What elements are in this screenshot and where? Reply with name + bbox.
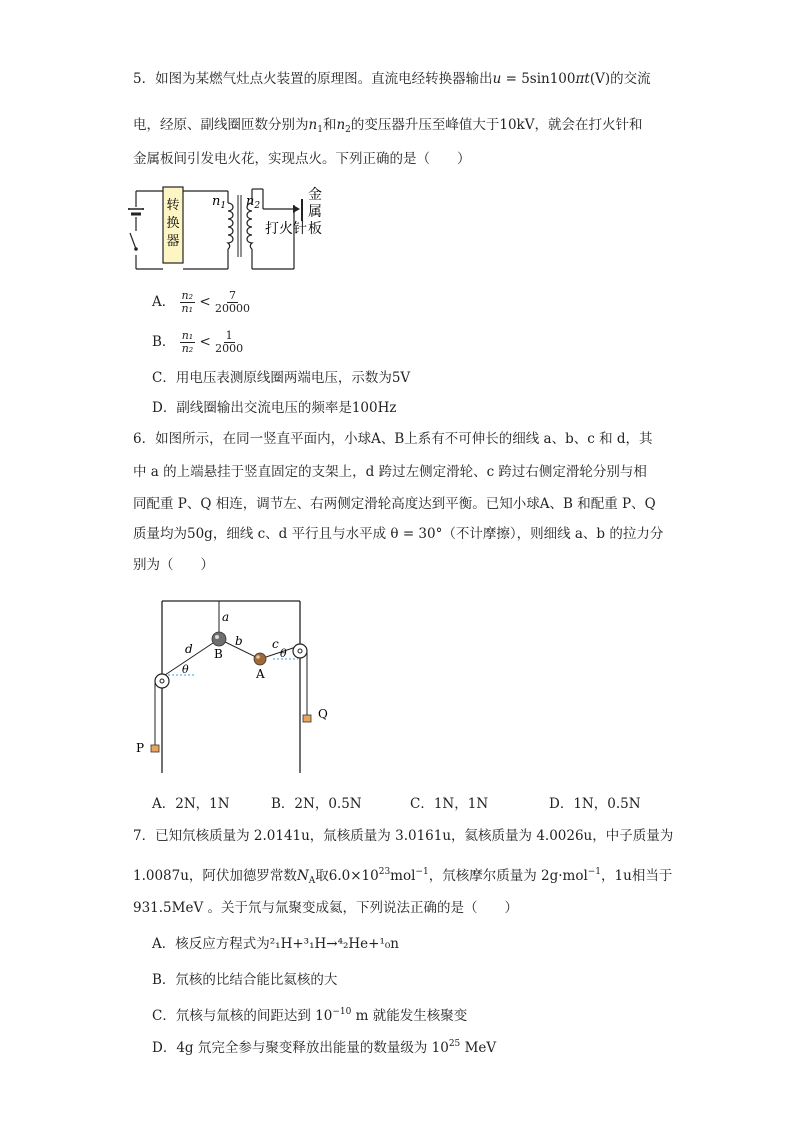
label-p: P <box>136 741 145 755</box>
igniter-needle-label: 打火针 <box>265 221 307 237</box>
plate-char-2: 属 <box>308 204 322 220</box>
right-pulley-icon <box>293 644 307 658</box>
switch-icon <box>130 231 140 255</box>
q6-line-3: 同配重 P、Q 相连，调节左、右两侧定滑轮高度达到平衡。已知小球A、B 和配重 P、Q <box>133 496 656 512</box>
left-pulley-icon <box>155 674 169 688</box>
pulley-diagram <box>130 595 340 780</box>
weight-q <box>303 715 311 722</box>
q7-option-d[interactable]: D．4g 氘完全参与聚变释放出能量的数量级为 $10^{25}$ MeV <box>152 1039 497 1056</box>
converter-char-3: 器 <box>166 234 180 249</box>
q6-line-1: 6．如图所示，在同一竖直平面内，小球A、B上系有不可伸长的细线 a、b、c 和 d，其 <box>133 431 653 447</box>
converter-char-1: 转 <box>166 198 180 213</box>
q6-line-4: 质量均为50g，细线 c、d 平行且与水平成 θ = 30°（不计摩擦），则细线 a、b 的拉力分 <box>133 526 664 542</box>
q5-option-a[interactable]: A． $\frac{\text{n₂}}{\text{n₁}}$ < $\frac{7}{20000}$ <box>152 289 250 315</box>
q6-line-5: 别为（ ） <box>133 557 214 573</box>
q5-option-d[interactable]: D．副线圈输出交流电压的频率是100Hz <box>152 400 397 416</box>
n2-label: $n_2$ <box>246 194 261 211</box>
q6-option-c[interactable]: C．1N，1N <box>410 796 489 812</box>
theta-right: θ <box>280 647 287 660</box>
transformer-diagram <box>128 185 328 275</box>
q6-option-d[interactable]: D．1N，0.5N <box>549 796 641 812</box>
label-d: d <box>185 642 193 656</box>
q7-option-c[interactable]: C．氘核与氚核的间距达到 $10^{-10}$ m 就能发生核聚变 <box>152 1007 468 1024</box>
q5-option-b[interactable]: B． $\frac{\text{n₁}}{\text{n₂}}$ < $\frac{1}{2000}$ <box>152 329 244 355</box>
weight-p <box>151 745 159 752</box>
converter-char-2: 换 <box>166 216 180 231</box>
q7-line-1: 7．已知氘核质量为 2.0141u，氚核质量为 3.0161u，氦核质量为 4.0026u，中子质量为 <box>133 828 674 844</box>
plate-char-3: 板 <box>308 221 322 237</box>
secondary-coil-icon <box>247 203 252 249</box>
ball-b <box>212 632 226 646</box>
primary-coil-icon <box>228 203 233 249</box>
q5-line-2: 电，经原、副线圈匝数分别为$n_1$和$n_2$的变压器升压至峰值大于10kV，就会在打火针和 <box>133 117 643 135</box>
q7-line-2: 1.0087u，阿伏加德罗常数$N_A$取$6.0\times 10^{23}mol^{-1}$，氘核摩尔质量为 2g·mol$^{-1}$，1u相当于 <box>133 867 673 886</box>
q7-option-a[interactable]: A．核反应方程式为²₁H+³₁H→⁴₂He+¹₀n <box>152 936 399 952</box>
label-q: Q <box>318 707 328 721</box>
label-ball-a: A <box>256 667 265 681</box>
label-b: b <box>235 634 243 648</box>
q6-option-b[interactable]: B．2N，0.5N <box>271 796 362 812</box>
q6-option-a[interactable]: A．2N，1N <box>152 796 230 812</box>
theta-left: θ <box>182 663 189 676</box>
label-a: a <box>222 610 230 624</box>
q7-line-3: 931.5MeV 。关于氘与氚聚变成氦，下列说法正确的是（ ） <box>133 900 518 916</box>
n1-label: $n_1$ <box>212 194 227 211</box>
q5-option-c[interactable]: C．用电压表测原线圈两端电压，示数为5V <box>152 370 411 386</box>
q6-line-2: 中 a 的上端悬挂于竖直固定的支架上，d 跨过左侧定滑轮、c 跨过右侧定滑轮分别与相 <box>133 464 647 480</box>
label-c: c <box>272 637 279 651</box>
q7-option-b[interactable]: B．氘核的比结合能比氦核的大 <box>152 972 338 988</box>
plate-char-1: 金 <box>308 187 322 203</box>
ball-a <box>254 653 266 665</box>
q5-line-1: 5．如图为某燃气灶点火装置的原理图。直流电经转换器输出u = 5sin100πt(V)的交流 <box>133 71 651 87</box>
label-ball-b: B <box>214 647 223 661</box>
nuclear-equation: ²₁H+³₁H→⁴₂He+¹₀n <box>269 936 399 952</box>
q5-line-3: 金属板间引发电火花，实现点火。下列正确的是（ ） <box>133 151 471 167</box>
formula-u: u <box>492 71 502 87</box>
